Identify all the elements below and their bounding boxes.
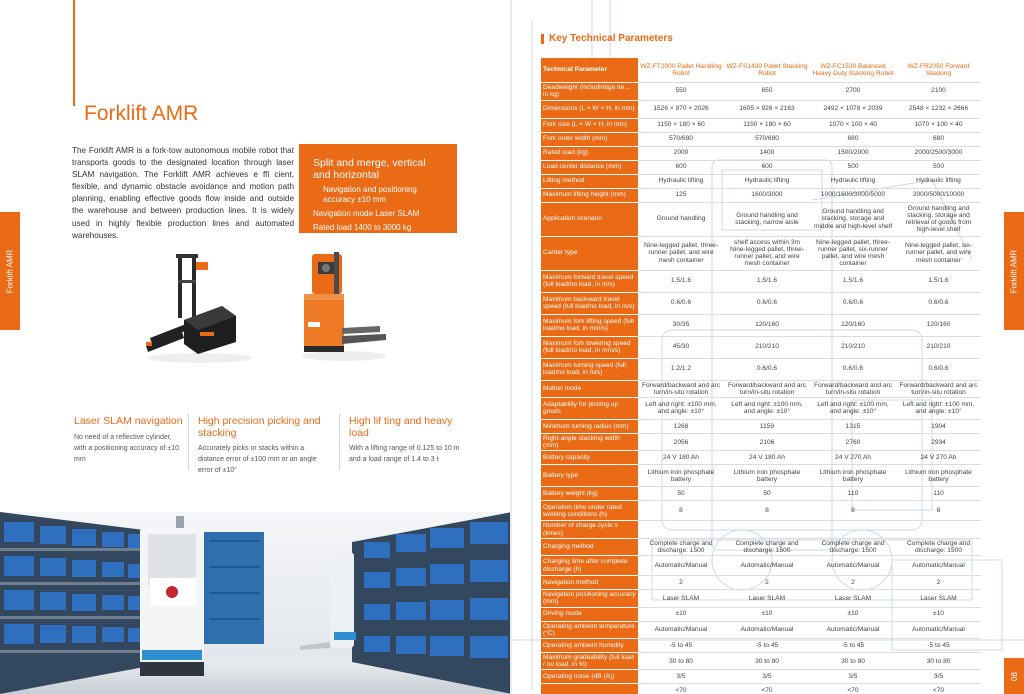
spec-value: Automatic/Manual <box>810 621 896 638</box>
page-title: Forklift AMR <box>84 102 199 125</box>
spec-row <box>541 397 981 419</box>
spec-value <box>724 521 810 538</box>
spec-value: Automatic/Manual <box>896 621 981 638</box>
spec-value: <70 <box>810 684 896 694</box>
spec-value <box>810 521 896 538</box>
spec-row <box>541 188 981 202</box>
spec-row <box>541 684 981 694</box>
spec-value: 1605 × 926 × 2163 <box>724 100 810 118</box>
spec-value: 0.6/0.6 <box>810 292 896 314</box>
spec-value: ±10 <box>638 607 724 621</box>
spec-value: 2548 × 1232 × 2666 <box>896 100 981 118</box>
spec-row <box>541 538 981 555</box>
spec-row <box>541 358 981 380</box>
black-forklift-robot-image <box>140 250 258 365</box>
spec-value: 0.6/0.6 <box>724 292 810 314</box>
spec-row <box>541 160 981 174</box>
spec-label: Maximum fork lifting speed (full load/no load, in mm/s) <box>541 314 638 336</box>
spec-value: 2056 <box>638 433 724 450</box>
spec-row <box>541 336 981 358</box>
spec-value: Complete charge and discharge: 1500 <box>638 538 724 555</box>
feature-description: No need of a reflective cylinder, with a positioning accuracy of ±10 mm <box>74 433 180 463</box>
spec-value: 0.6/0.6 <box>810 358 896 380</box>
spec-row <box>541 465 981 487</box>
spec-value: 8 <box>810 501 896 521</box>
spec-row <box>541 621 981 638</box>
spec-value: 500 <box>896 160 981 174</box>
spec-value: 2 <box>638 576 724 590</box>
spec-row <box>541 82 981 100</box>
spec-value: Laser SLAM <box>810 590 896 607</box>
feature-title: High lif ting and heavy load <box>349 415 453 439</box>
intro-paragraph: The Forklift AMR is a fork-tow autonomous mobile robot that transports goods to the designated location through laser SLAM navigation. The Forklift AMR achieves e ffi cient, flexible, and dynamic obstacle avoidance and motion path planning, enabling effective goods flow inside and outside the warehouse and between production lines. It is widely used in highly flexible production lines and automated warehouses. <box>72 146 294 240</box>
spec-value: <70 <box>896 684 981 694</box>
accent-line <box>73 0 75 106</box>
spec-value: 1150 × 180 × 60 <box>724 118 810 132</box>
spec-label: Adaptability for picking up goods <box>541 397 638 419</box>
spec-label: Right-angle stacking width (mm) <box>541 433 638 450</box>
spec-value: Complete charge and discharge: 1500 <box>896 538 981 555</box>
spec-value: -5 to 45 <box>896 638 981 652</box>
spec-value: 1.2/1.2 <box>638 358 724 380</box>
section-header <box>541 33 673 44</box>
spec-value: 1904 <box>896 419 981 433</box>
spec-label: Charging method <box>541 538 638 555</box>
spec-label: Maximum turning speed (full load/no load, in m/s) <box>541 358 638 380</box>
spec-label: Carrier type <box>541 236 638 270</box>
spec-value: 550 <box>638 82 724 100</box>
spec-row <box>541 487 981 501</box>
spec-value: 1500/2000 <box>810 146 896 160</box>
spec-row <box>541 118 981 132</box>
orange-forklift-robot-image <box>298 248 390 363</box>
spec-value: 0.6/0.6 <box>896 358 981 380</box>
spec-label: Load center distance (mm) <box>541 160 638 174</box>
spec-value: 1070 × 100 × 40 <box>896 118 981 132</box>
spec-value: Ground handling <box>638 202 724 236</box>
spec-value: 3/5 <box>896 670 981 684</box>
spec-row <box>541 236 981 270</box>
spec-row <box>541 607 981 621</box>
spec-table <box>541 58 981 694</box>
spec-label: Battery weight (kg) <box>541 487 638 501</box>
spec-row <box>541 433 981 450</box>
spec-value: 120/160 <box>724 314 810 336</box>
spec-value: Lithium iron phosphate battery <box>810 465 896 487</box>
spec-value: 1.5/1.6 <box>810 270 896 292</box>
page-number: 08 <box>1004 658 1024 694</box>
spec-row <box>541 132 981 146</box>
spec-label: Number of charge cycle s (times) <box>541 521 638 538</box>
spec-row <box>541 202 981 236</box>
spec-row <box>541 292 981 314</box>
spec-value: Lithium iron phosphate battery <box>724 465 810 487</box>
spec-value: 50 <box>638 487 724 501</box>
spec-value: Automatic/Manual <box>810 556 896 576</box>
spec-value: 2934 <box>896 433 981 450</box>
spec-value: 0.6/0.6 <box>638 292 724 314</box>
spec-label: Fork outer width (mm) <box>541 132 638 146</box>
feature-description: Accurately picks or stacks within a distance error of ±100 mm or an angle error of ±10° <box>198 445 317 474</box>
spec-value: Hydraulic lifting <box>638 174 724 188</box>
spec-row <box>541 638 981 652</box>
spec-value: 1.5/1.6 <box>724 270 810 292</box>
spec-value: 1000/1600/3000/5000 <box>810 188 896 202</box>
spec-label: Application scenario <box>541 202 638 236</box>
highlight-title: Split and merge, vertical and horizontal <box>313 157 426 181</box>
spec-label: Operating noise (dB (A)) <box>541 670 638 684</box>
spec-value: Hydraulic lifting <box>896 174 981 188</box>
spec-value: 110 <box>810 487 896 501</box>
spec-value: 1526 × 970 × 2026 <box>638 100 724 118</box>
spec-value: -5 to 45 <box>810 638 896 652</box>
spec-value: 0.6/0.6 <box>724 358 810 380</box>
spec-value: 3/5 <box>724 670 810 684</box>
spec-value: 30 to 80 <box>810 652 896 669</box>
spec-value: 24 V 180 Ah <box>724 451 810 465</box>
spec-value: Automatic/Manual <box>638 556 724 576</box>
spec-label: Navigation method <box>541 576 638 590</box>
spec-label: Battery capacity <box>541 451 638 465</box>
spec-value: 2 <box>896 576 981 590</box>
spec-value: Hydraulic lifting <box>810 174 896 188</box>
spec-value: 2 <box>810 576 896 590</box>
spec-value: 2760 <box>810 433 896 450</box>
spec-value: 24 V 180 Ah <box>638 451 724 465</box>
spec-value: Laser SLAM <box>638 590 724 607</box>
highlight-line-navigation: Navigation mode Laser SLAM <box>313 209 420 218</box>
spec-value: 2492 × 1078 × 2039 <box>810 100 896 118</box>
spec-value: 120/160 <box>810 314 896 336</box>
model-header: WZ-FT2000 Pallet Handling Robot <box>638 58 724 82</box>
spec-label: Maximum lifting height (mm) <box>541 188 638 202</box>
spec-value: Forward/backward and arc turn/in-situ rotation <box>638 380 724 397</box>
header-label: Technical Parameter <box>541 58 638 82</box>
spec-value: Nine-legged pallet, three-runner pallet, and wire mesh container <box>638 236 724 270</box>
spec-row <box>541 314 981 336</box>
highlight-line-load: Rated load 1400 to 3000 kg <box>313 223 412 232</box>
spec-row <box>541 174 981 188</box>
spec-row <box>541 652 981 669</box>
spec-value: 650 <box>724 82 810 100</box>
spec-value: 45/30 <box>638 336 724 358</box>
spec-value: Forward/backward and arc turn/in-situ rotation <box>724 380 810 397</box>
spec-label: Operating ambient humidity <box>541 638 638 652</box>
spec-row <box>541 501 981 521</box>
feature-divider <box>188 414 189 470</box>
spec-value: 1315 <box>810 419 896 433</box>
spec-row <box>541 451 981 465</box>
spec-value: 1.5/1.6 <box>896 270 981 292</box>
spec-value: 2000 <box>638 146 724 160</box>
spec-value: 1400 <box>724 146 810 160</box>
side-tab: Forklift AMR <box>1004 212 1024 330</box>
section-marker <box>541 34 544 44</box>
feature-laser-slam <box>74 416 184 465</box>
spec-value: Left and right: ±100 mm, and angle: ±10° <box>810 397 896 419</box>
spec-value: 30 to 80 <box>724 652 810 669</box>
spec-value: -5 to 45 <box>638 638 724 652</box>
spec-label: Driving mode <box>541 607 638 621</box>
spec-value: Forward/backward and arc turn/in-situ rotation <box>896 380 981 397</box>
spec-value: 1268 <box>638 419 724 433</box>
spec-row <box>541 556 981 576</box>
section-title: Key Technical Parameters <box>549 33 673 44</box>
spec-value: Automatic/Manual <box>724 621 810 638</box>
spec-value <box>638 521 724 538</box>
spec-label: Operating ambient temperature (°C) <box>541 621 638 638</box>
spec-value: Lithium iron phosphate battery <box>896 465 981 487</box>
feature-high-lifting <box>349 416 461 465</box>
spec-value: ±10 <box>724 607 810 621</box>
spec-row <box>541 521 981 538</box>
spec-value: Left and right: ±100 mm, and angle: ±10° <box>896 397 981 419</box>
spec-label: Battery type <box>541 465 638 487</box>
spec-value: Automatic/Manual <box>724 556 810 576</box>
spec-label: Motion mode <box>541 380 638 397</box>
spec-label: Maximum forward travel speed (full load/no load, in m/s) <box>541 270 638 292</box>
spec-value: 30 to 80 <box>896 652 981 669</box>
spec-value: 110 <box>896 487 981 501</box>
spec-label: Deadweight (includinbga tte... in kg) <box>541 82 638 100</box>
spec-row <box>541 270 981 292</box>
feature-description: With a lifting range of 0.125 to 10 m and a load range of 1.4 to 3 t <box>349 445 460 463</box>
spec-value: 680 <box>810 132 896 146</box>
spec-value: Ground handling and stacking, narrow aisle <box>724 202 810 236</box>
spec-label: Maximum fork lowering speed (full load/no load, in mm/s) <box>541 336 638 358</box>
spec-value: shelf access within 3m Nine-legged pallet, three-runner pallet, and wire mesh container <box>724 236 810 270</box>
spec-value: 2700 <box>810 82 896 100</box>
spec-value: 120/160 <box>896 314 981 336</box>
feature-divider <box>339 414 340 470</box>
spec-value: 1070 × 100 × 40 <box>810 118 896 132</box>
spec-label: Maximum backward travel speed (full load/no load, in m/s) <box>541 292 638 314</box>
spec-value: Ground handling and stacking, storage and retrieval of goods from high-level shelf <box>896 202 981 236</box>
spec-value: Ground handling and stacking, storage and middle and high-level shelf <box>810 202 896 236</box>
model-header: WZ-FR2050 Forward Stacking <box>896 58 981 82</box>
spec-value: 210/210 <box>896 336 981 358</box>
model-header: WZ-FC1530 Balanced Heavy-Duty Stacking Robot <box>810 58 896 82</box>
spec-value: Forward/backward and arc turn/in-situ rotation <box>810 380 896 397</box>
spec-value: Automatic/Manual <box>896 556 981 576</box>
spec-value: 1159 <box>724 419 810 433</box>
spec-row <box>541 419 981 433</box>
spec-value: Lithium iron phosphate battery <box>638 465 724 487</box>
spec-value: 30/35 <box>638 314 724 336</box>
spec-value: 3/5 <box>810 670 896 684</box>
spec-row <box>541 670 981 684</box>
spec-value: 680 <box>896 132 981 146</box>
side-tab: Forklift AMR <box>0 212 20 330</box>
spec-value: 570/680 <box>724 132 810 146</box>
spec-value: Hydraulic lifting <box>724 174 810 188</box>
spec-value: 0.6/0.6 <box>896 292 981 314</box>
spec-value: 3/5 <box>638 670 724 684</box>
spec-value: Nine-legged pallet, three-runner pallet, six-runner pallet, and wire mesh container <box>810 236 896 270</box>
spec-header-row <box>541 58 981 82</box>
spec-value: 2000/5000/10000 <box>896 188 981 202</box>
spec-label <box>541 684 638 694</box>
spec-value: 50 <box>724 487 810 501</box>
spec-value: 600 <box>724 160 810 174</box>
feature-title: High precision picking and stacking <box>198 415 321 439</box>
spec-value: Left and right: ±100 mm, and angle: ±10° <box>724 397 810 419</box>
spec-value: 500 <box>810 160 896 174</box>
feature-high-precision <box>198 416 324 476</box>
highlight-box <box>299 144 457 233</box>
spec-value: <70 <box>638 684 724 694</box>
spec-value: 8 <box>896 501 981 521</box>
model-header: WZ-FS1430 Pallet Stacking Robot <box>724 58 810 82</box>
spec-value: 30 to 80 <box>638 652 724 669</box>
spec-value: 2106 <box>724 433 810 450</box>
spec-label: Dimensions (L × W × H, in mm) <box>541 100 638 118</box>
spec-label: Fork size (L × W × H, in mm) <box>541 118 638 132</box>
spec-value: 24 V 270 Ah <box>810 451 896 465</box>
spec-value: 2000/2500/3000 <box>896 146 981 160</box>
spec-value: Complete charge and discharge: 1500 <box>810 538 896 555</box>
spec-value: <70 <box>724 684 810 694</box>
warehouse-photo <box>0 512 512 694</box>
spec-row <box>541 590 981 607</box>
spec-value: 210/210 <box>724 336 810 358</box>
spec-value <box>896 521 981 538</box>
highlight-line-accuracy: Navigation and positioning accuracy ±10 mm <box>323 185 417 204</box>
spec-value: 1600/3000 <box>724 188 810 202</box>
spec-value: 24 V 270 Ah <box>896 451 981 465</box>
spec-value: 2100 <box>896 82 981 100</box>
spec-value: 1.5/1.6 <box>638 270 724 292</box>
spec-value: -5 to 45 <box>724 638 810 652</box>
spec-label: Lifting method <box>541 174 638 188</box>
spec-value: 125 <box>638 188 724 202</box>
spec-value: 1150 × 180 × 60 <box>638 118 724 132</box>
spec-label: Minimum turning radius (mm) <box>541 419 638 433</box>
spec-row <box>541 576 981 590</box>
spec-value: Automatic/Manual <box>638 621 724 638</box>
spec-label: Maximum gradeability (full load / no load, in %) <box>541 652 638 669</box>
spec-label: Rated load (kg) <box>541 146 638 160</box>
spec-value: ±10 <box>810 607 896 621</box>
spec-value: Left and right: ±100 mm, and angle: ±10° <box>638 397 724 419</box>
spec-value: Laser SLAM <box>896 590 981 607</box>
spec-value: 600 <box>638 160 724 174</box>
spec-value: Complete charge and discharge: 1500 <box>724 538 810 555</box>
spec-value: 570/680 <box>638 132 724 146</box>
spec-value: 8 <box>638 501 724 521</box>
spec-value: Nine-legged pallet, six-runner pallet, and wire mesh container <box>896 236 981 270</box>
spec-label: Charging time after complete discharge (h) <box>541 556 638 576</box>
spec-value: Laser SLAM <box>724 590 810 607</box>
spec-label: Operation time under rated working conditions (h) <box>541 501 638 521</box>
spec-value: ±10 <box>896 607 981 621</box>
spec-value: 2 <box>724 576 810 590</box>
feature-title: Laser SLAM navigation <box>74 415 183 427</box>
spec-value: 210/210 <box>810 336 896 358</box>
spec-label: Navigation positioning accuracy (mm) <box>541 590 638 607</box>
spec-row <box>541 380 981 397</box>
spec-row <box>541 146 981 160</box>
spec-row <box>541 100 981 118</box>
spec-value: 8 <box>724 501 810 521</box>
